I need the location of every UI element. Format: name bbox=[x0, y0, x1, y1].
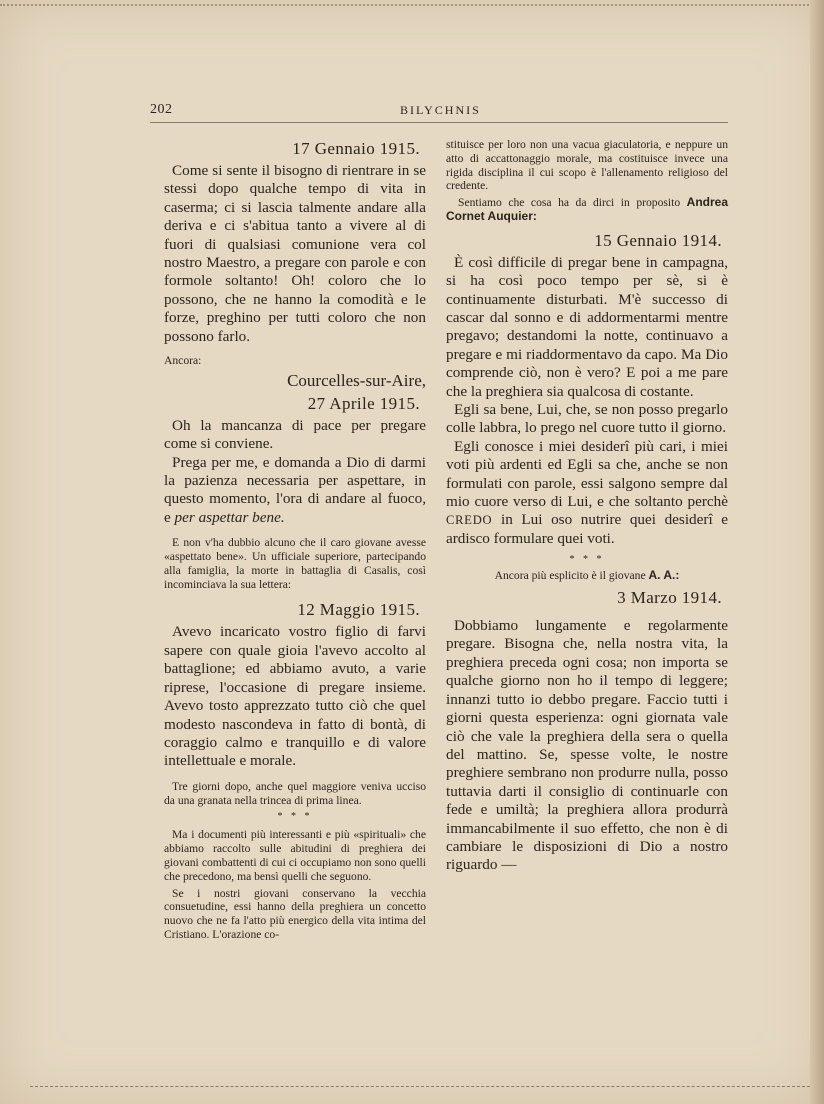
paragraph: Avevo incaricato vostro figlio di farvi sapere con quale gioia l'avevo accolto al battaglione; ed abbiamo avuto, a varie riprese, l'occasione di pregare insieme. Avevo tosto apprezzato tutto ciò che quel modesto nascondeva in fatto di bontà, di coraggio calmo e tranquillo e di valore intellettuale e morale. bbox=[164, 623, 426, 770]
top-edge-stain bbox=[0, 4, 812, 6]
author-name: Andrea Cornet Auquier: bbox=[446, 195, 728, 223]
paragraph: Ma i documenti più interessanti e più «spirituali» che abbiamo raccolto sulle abitudini di preghiera dei giovani combattenti di cui ci occupiamo non sono quelli che precedono, ma bensì quelli che seguono. bbox=[164, 828, 426, 883]
paragraph bbox=[164, 454, 426, 528]
paragraph: Come si sente il bisogno di rientrare in se stessi dopo qualche tempo di vita in caserma; ci si lascia talmente andare alla deriva e ci s'abitua tanto a vivere al di fuori di qualsiasi comunione vera col nostro Maestro, a pregare con parole e con formole soltanto! Oh! coloro che lo possono, che ne hanno la comodità e le forze, preghino per tutti coloro che non possono farlo. bbox=[164, 162, 426, 345]
left-column bbox=[164, 136, 426, 942]
italic-phrase: per aspettar bene. bbox=[174, 508, 285, 526]
paragraph: Tre giorni dopo, anche quel maggiore veniva ucciso da una granata nella trincea di prima linea. bbox=[164, 779, 426, 807]
letter-date: 27 Aprile 1915. bbox=[307, 393, 420, 413]
paragraph-text: Prega per me, e domanda a Dio di darmi la pazienza necessaria per aspettare, in questo momento, l'ora di andare al fuoco, e bbox=[164, 453, 426, 526]
page-number: 202 bbox=[150, 102, 173, 117]
paragraph: È così difficile di pregar bene in campagna, si ha così poco tempo per sè, si è continuamente disturbati. M'è successo di cascar dal sonno e di addormentarmi mentre pregavo; destandomi la notte, continuavo a pregare e mi riaddormentavo da capo. Ma Dio comprende ciò, non è vero? E poi a me pare che la preghiera sia qualcosa di costante. bbox=[446, 253, 728, 400]
section-separator: * * * bbox=[569, 554, 605, 566]
paragraph: Se i nostri giovani conservano la vecchia consuetudine, essi hanno della preghiera un concetto nuovo che ne fa l'atto più energico della vita intima del Cristiano. L'orazione co- bbox=[164, 886, 426, 941]
paragraph bbox=[446, 438, 728, 548]
paragraph: stituisce per loro non una vacua giaculatoria, e neppure un atto di accattonaggio morale, ma costituisce invece una rigida disciplina il cui scopo è l'allenamento religioso del credente. bbox=[446, 138, 728, 193]
author-name: A. A.: bbox=[648, 568, 680, 583]
paragraph: Egli sa bene, Lui, che, se non posso pregarlo colle labbra, lo prego nel cuore tutto il giorno. bbox=[446, 401, 728, 437]
bottom-edge-stain bbox=[30, 1086, 810, 1087]
small-caps-word: CREDO bbox=[446, 513, 493, 528]
paragraph bbox=[446, 569, 728, 583]
letter-date: 3 Marzo 1914. bbox=[617, 588, 722, 608]
ancora-label: Ancora: bbox=[164, 354, 202, 368]
journal-title: BILYCHNIS bbox=[400, 103, 481, 117]
paragraph-text: Egli conosce i miei desiderî più cari, i miei voti più ardenti ed Egli sa che, anche se non formulati con parole, essi salgono sempre dal mio cuore verso di Lui, e che soltanto perchè bbox=[446, 437, 728, 511]
paragraph: Dobbiamo lungamente e regolarmente pregare. Bisogna che, nella nostra vita, la preghiera preceda ogni cosa; non importa se qualche giorno non ho il tempo di leggere; innanzi tutto io debbo pregare. Faccio tutti i giorni questa esperienza: ogni giornata vale ciò che vale la preghiera della sera o quella del mattino. Se, spesse volte, le nostre preghiere sembrano non produrre nulla, posso tuttavia darti il consiglio di continuarle con fede e umiltà; la preghiera allora produrrà immancabilmente il suo effetto, che non è di cambiare le disposizioni di Dio a nostro riguardo — bbox=[446, 617, 728, 874]
right-column bbox=[446, 136, 728, 875]
section-separator: * * * bbox=[277, 811, 313, 823]
paragraph-text: in Lui oso nutrire quei desiderî e ardisco formulare quei voti. bbox=[446, 511, 728, 547]
letter-date: 17 Gennaio 1915. bbox=[292, 139, 420, 158]
paragraph bbox=[446, 196, 728, 224]
paragraph: Oh la mancanza di pace per pregare come si conviene. bbox=[164, 416, 426, 453]
letter-date: 15 Gennaio 1914. bbox=[594, 230, 722, 250]
paragraph-text: Ancora più esplicito è il giovane bbox=[494, 569, 649, 583]
letter-date: 12 Maggio 1915. bbox=[297, 600, 420, 620]
running-header bbox=[150, 100, 728, 123]
paragraph-text: Sentiamo che cosa ha da dirci in proposito bbox=[458, 196, 687, 210]
letter-place: Courcelles-sur-Aire, bbox=[287, 370, 426, 390]
paragraph: E non v'ha dubbio alcuno che il caro giovane avesse «aspettato bene». Un ufficiale superiore, partecipando alla famiglia, la morte in battaglia di Casalis, così incominciava la sua lettera: bbox=[164, 536, 426, 591]
page-edge bbox=[810, 0, 824, 1104]
